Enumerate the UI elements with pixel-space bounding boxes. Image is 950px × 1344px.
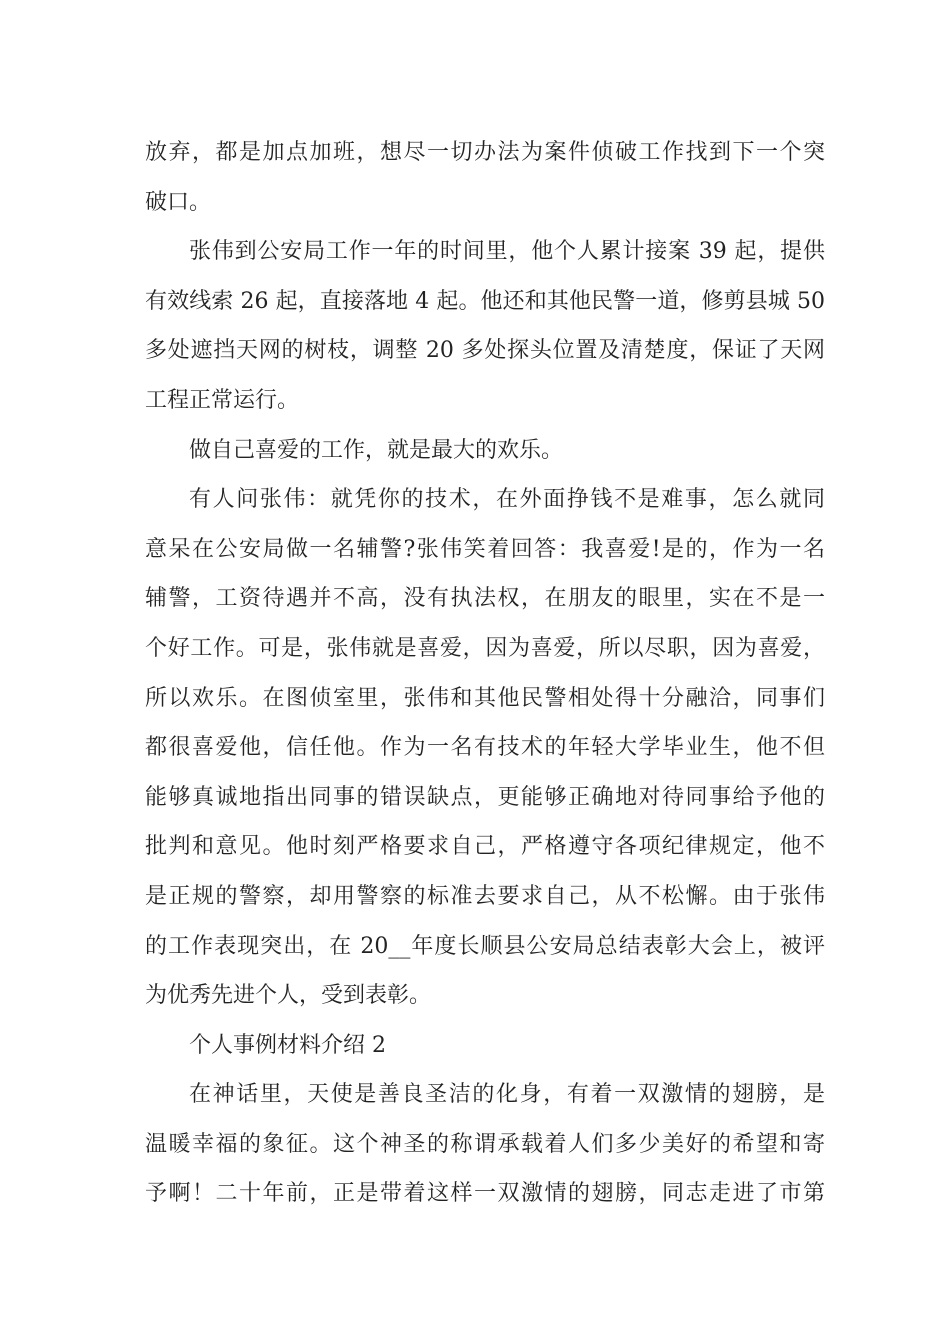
paragraph-first-line: 张伟到公安局工作一年的时间里，他个人累计接案 39 起，提供 bbox=[189, 239, 825, 265]
paragraph-first-line: 做自己喜爱的工作，就是最大的欢乐。 bbox=[189, 437, 564, 463]
text-line: 破口。 bbox=[145, 189, 212, 215]
text-line: 所以欢乐。在图侦室里，张伟和其他民警相处得十分融洽，同事们 bbox=[145, 685, 825, 711]
text-line: 温暖幸福的象征。这个神圣的称谓承载着人们多少美好的希望和寄 bbox=[145, 1131, 825, 1157]
text-line: 辅警，工资待遇并不高，没有执法权，在朋友的眼里，实在不是一 bbox=[145, 586, 825, 612]
text-line: 工程正常运行。 bbox=[145, 387, 300, 413]
text-line: 多处遮挡天网的树枝，调整 20 多处探头位置及清楚度，保证了天网 bbox=[145, 338, 825, 364]
text-line: 予啊！二十年前，正是带着这样一双激情的翅膀，同志走进了市第 bbox=[145, 1181, 825, 1207]
text-line: 批判和意见。他时刻严格要求自己，严格遵守各项纪律规定，他不 bbox=[145, 834, 825, 860]
text-line: 有效线索 26 起，直接落地 4 起。他还和其他民警一道，修剪县城 50 bbox=[145, 288, 825, 314]
text-line: 意呆在公安局做一名辅警?张伟笑着回答：我喜爱!是的，作为一名 bbox=[145, 536, 825, 562]
text-line: 是正规的警察，却用警察的标准去要求自己，从不松懈。由于张伟 bbox=[145, 883, 825, 909]
text-line: 个好工作。可是，张伟就是喜爱，因为喜爱，所以尽职，因为喜爱， bbox=[145, 635, 825, 661]
text-line: 为优秀先进个人，受到表彰。 bbox=[145, 983, 432, 1009]
document-body bbox=[145, 128, 825, 1219]
paragraph-first-line: 有人问张伟：就凭你的技术，在外面挣钱不是难事，怎么就同 bbox=[189, 487, 825, 513]
text-line: 都很喜爱他，信任他。作为一名有技术的年轻大学毕业生，他不但 bbox=[145, 735, 825, 761]
text-line: 能够真诚地指出同事的错误缺点，更能够正确地对待同事给予他的 bbox=[145, 784, 825, 810]
text-line: 放弃，都是加点加班，想尽一切办法为案件侦破工作找到下一个突 bbox=[145, 140, 825, 165]
text-line: 的工作表现突出，在 20__年度长顺县公安局总结表彰大会上，被评 bbox=[145, 933, 825, 959]
paragraph-first-line: 个人事例材料介绍 2 bbox=[189, 1032, 386, 1058]
paragraph-first-line: 在神话里，天使是善良圣洁的化身，有着一双激情的翅膀，是 bbox=[189, 1082, 825, 1108]
